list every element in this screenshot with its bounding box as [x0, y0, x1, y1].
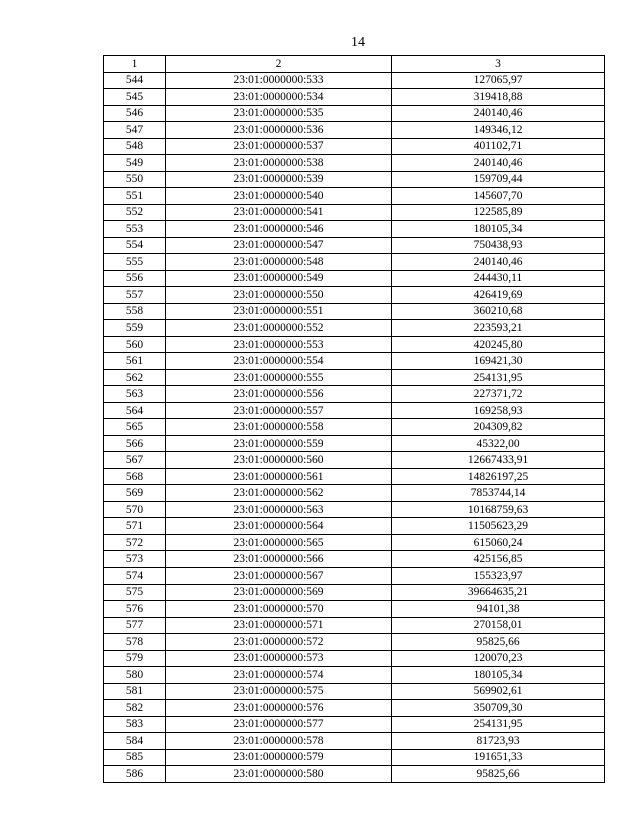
value-cell: 204309,82: [392, 419, 605, 436]
cadastral-number-cell: 23:01:0000000:561: [166, 468, 392, 485]
row-number-cell: 574: [104, 567, 166, 584]
table-row: [104, 468, 605, 485]
table-row: [104, 171, 605, 188]
row-number-cell: 558: [104, 303, 166, 320]
row-number-cell: 577: [104, 617, 166, 634]
cadastral-number-cell: 23:01:0000000:580: [166, 766, 392, 783]
value-cell: 81723,93: [392, 733, 605, 750]
cadastral-number-cell: 23:01:0000000:547: [166, 237, 392, 254]
value-cell: 127065,97: [392, 72, 605, 89]
cadastral-number-cell: 23:01:0000000:564: [166, 518, 392, 535]
table-row: [104, 419, 605, 436]
value-cell: 240140,46: [392, 155, 605, 172]
table-row: [104, 733, 605, 750]
row-number-cell: 583: [104, 716, 166, 733]
cadastral-number-cell: 23:01:0000000:537: [166, 138, 392, 155]
row-number-cell: 560: [104, 336, 166, 353]
row-number-cell: 582: [104, 700, 166, 717]
column-header-2: 2: [166, 56, 392, 73]
table-row: [104, 254, 605, 271]
cadastral-number-cell: 23:01:0000000:563: [166, 501, 392, 518]
table-row: [104, 584, 605, 601]
row-number-cell: 567: [104, 452, 166, 469]
cadastral-number-cell: 23:01:0000000:558: [166, 419, 392, 436]
row-number-cell: 565: [104, 419, 166, 436]
table-row: [104, 667, 605, 684]
cadastral-number-cell: 23:01:0000000:565: [166, 534, 392, 551]
cadastral-number-cell: 23:01:0000000:548: [166, 254, 392, 271]
row-number-cell: 546: [104, 105, 166, 122]
cadastral-number-cell: 23:01:0000000:567: [166, 567, 392, 584]
value-cell: 10168759,63: [392, 501, 605, 518]
table-body: [104, 72, 605, 782]
row-number-cell: 585: [104, 749, 166, 766]
value-cell: 240140,46: [392, 105, 605, 122]
row-number-cell: 580: [104, 667, 166, 684]
table-row: [104, 634, 605, 651]
value-cell: 45322,00: [392, 435, 605, 452]
row-number-cell: 579: [104, 650, 166, 667]
value-cell: 244430,11: [392, 270, 605, 287]
value-cell: 180105,34: [392, 221, 605, 238]
row-number-cell: 547: [104, 122, 166, 139]
cadastral-number-cell: 23:01:0000000:541: [166, 204, 392, 221]
value-cell: 120070,23: [392, 650, 605, 667]
value-cell: 254131,95: [392, 716, 605, 733]
table-row: [104, 237, 605, 254]
cadastral-number-cell: 23:01:0000000:533: [166, 72, 392, 89]
row-number-cell: 553: [104, 221, 166, 238]
cadastral-number-cell: 23:01:0000000:560: [166, 452, 392, 469]
value-cell: 360210,68: [392, 303, 605, 320]
cadastral-number-cell: 23:01:0000000:552: [166, 320, 392, 337]
table-row: [104, 320, 605, 337]
value-cell: 319418,88: [392, 89, 605, 106]
row-number-cell: 548: [104, 138, 166, 155]
cadastral-number-cell: 23:01:0000000:569: [166, 584, 392, 601]
row-number-cell: 555: [104, 254, 166, 271]
value-cell: 159709,44: [392, 171, 605, 188]
cadastral-number-cell: 23:01:0000000:546: [166, 221, 392, 238]
table-row: [104, 435, 605, 452]
value-cell: 615060,24: [392, 534, 605, 551]
table-row: [104, 485, 605, 502]
table-row: [104, 766, 605, 783]
value-cell: 270158,01: [392, 617, 605, 634]
cadastral-number-cell: 23:01:0000000:573: [166, 650, 392, 667]
value-cell: 254131,95: [392, 369, 605, 386]
cadastral-number-cell: 23:01:0000000:535: [166, 105, 392, 122]
value-cell: 122585,89: [392, 204, 605, 221]
table-row: [104, 204, 605, 221]
value-cell: 14826197,25: [392, 468, 605, 485]
table-row: [104, 700, 605, 717]
cadastral-number-cell: 23:01:0000000:554: [166, 353, 392, 370]
cadastral-number-cell: 23:01:0000000:566: [166, 551, 392, 568]
table-row: [104, 534, 605, 551]
value-cell: 11505623,29: [392, 518, 605, 535]
cadastral-number-cell: 23:01:0000000:534: [166, 89, 392, 106]
table-row: [104, 122, 605, 139]
row-number-cell: 544: [104, 72, 166, 89]
table-row: [104, 221, 605, 238]
row-number-cell: 552: [104, 204, 166, 221]
table-row: [104, 155, 605, 172]
table-row: [104, 270, 605, 287]
cadastral-number-cell: 23:01:0000000:536: [166, 122, 392, 139]
row-number-cell: 551: [104, 188, 166, 205]
value-cell: 145607,70: [392, 188, 605, 205]
row-number-cell: 568: [104, 468, 166, 485]
value-cell: 169421,30: [392, 353, 605, 370]
cadastral-number-cell: 23:01:0000000:579: [166, 749, 392, 766]
value-cell: 750438,93: [392, 237, 605, 254]
row-number-cell: 557: [104, 287, 166, 304]
cadastral-number-cell: 23:01:0000000:557: [166, 402, 392, 419]
table-row: [104, 287, 605, 304]
row-number-cell: 572: [104, 534, 166, 551]
row-number-cell: 571: [104, 518, 166, 535]
table-row: [104, 138, 605, 155]
table-row: [104, 551, 605, 568]
page-number: 14: [351, 35, 365, 50]
table-row: [104, 452, 605, 469]
table-row: [104, 402, 605, 419]
cadastral-number-cell: 23:01:0000000:556: [166, 386, 392, 403]
value-cell: 180105,34: [392, 667, 605, 684]
row-number-cell: 561: [104, 353, 166, 370]
row-number-cell: 573: [104, 551, 166, 568]
table-header-row: [104, 56, 605, 73]
cadastral-number-cell: 23:01:0000000:539: [166, 171, 392, 188]
cadastral-number-cell: 23:01:0000000:551: [166, 303, 392, 320]
table-row: [104, 336, 605, 353]
value-cell: 426419,69: [392, 287, 605, 304]
cadastral-number-cell: 23:01:0000000:576: [166, 700, 392, 717]
table-row: [104, 716, 605, 733]
table-row: [104, 601, 605, 618]
row-number-cell: 569: [104, 485, 166, 502]
cadastral-number-cell: 23:01:0000000:553: [166, 336, 392, 353]
value-cell: 12667433,91: [392, 452, 605, 469]
row-number-cell: 564: [104, 402, 166, 419]
table-row: [104, 683, 605, 700]
row-number-cell: 584: [104, 733, 166, 750]
cadastral-number-cell: 23:01:0000000:538: [166, 155, 392, 172]
table-row: [104, 89, 605, 106]
column-header-3: 3: [392, 56, 605, 73]
cadastral-number-cell: 23:01:0000000:549: [166, 270, 392, 287]
row-number-cell: 559: [104, 320, 166, 337]
value-cell: 401102,71: [392, 138, 605, 155]
value-cell: 420245,80: [392, 336, 605, 353]
table-row: [104, 567, 605, 584]
value-cell: 95825,66: [392, 766, 605, 783]
value-cell: 95825,66: [392, 634, 605, 651]
row-number-cell: 550: [104, 171, 166, 188]
table-row: [104, 369, 605, 386]
cadastral-number-cell: 23:01:0000000:572: [166, 634, 392, 651]
table-row: [104, 353, 605, 370]
cadastral-number-cell: 23:01:0000000:562: [166, 485, 392, 502]
row-number-cell: 575: [104, 584, 166, 601]
cadastral-number-cell: 23:01:0000000:571: [166, 617, 392, 634]
cadastral-number-cell: 23:01:0000000:540: [166, 188, 392, 205]
value-cell: 425156,85: [392, 551, 605, 568]
cadastral-number-cell: 23:01:0000000:550: [166, 287, 392, 304]
row-number-cell: 566: [104, 435, 166, 452]
row-number-cell: 578: [104, 634, 166, 651]
value-cell: 227371,72: [392, 386, 605, 403]
cadastral-number-cell: 23:01:0000000:570: [166, 601, 392, 618]
table-row: [104, 105, 605, 122]
value-cell: 7853744,14: [392, 485, 605, 502]
table-row: [104, 303, 605, 320]
cadastral-number-cell: 23:01:0000000:559: [166, 435, 392, 452]
table-row: [104, 386, 605, 403]
row-number-cell: 586: [104, 766, 166, 783]
cadastral-number-cell: 23:01:0000000:578: [166, 733, 392, 750]
row-number-cell: 563: [104, 386, 166, 403]
row-number-cell: 549: [104, 155, 166, 172]
cadastral-number-cell: 23:01:0000000:574: [166, 667, 392, 684]
column-header-1: 1: [104, 56, 166, 73]
value-cell: 149346,12: [392, 122, 605, 139]
cadastral-number-cell: 23:01:0000000:575: [166, 683, 392, 700]
value-cell: 155323,97: [392, 567, 605, 584]
row-number-cell: 556: [104, 270, 166, 287]
row-number-cell: 581: [104, 683, 166, 700]
row-number-cell: 554: [104, 237, 166, 254]
value-cell: 191651,33: [392, 749, 605, 766]
table-row: [104, 650, 605, 667]
cadastral-number-cell: 23:01:0000000:577: [166, 716, 392, 733]
table-row: [104, 518, 605, 535]
table-row: [104, 72, 605, 89]
table-row: [104, 501, 605, 518]
data-table: [103, 55, 605, 783]
table-row: [104, 617, 605, 634]
value-cell: 39664635,21: [392, 584, 605, 601]
value-cell: 223593,21: [392, 320, 605, 337]
table-row: [104, 749, 605, 766]
value-cell: 350709,30: [392, 700, 605, 717]
value-cell: 169258,93: [392, 402, 605, 419]
row-number-cell: 570: [104, 501, 166, 518]
row-number-cell: 545: [104, 89, 166, 106]
row-number-cell: 562: [104, 369, 166, 386]
value-cell: 240140,46: [392, 254, 605, 271]
value-cell: 94101,38: [392, 601, 605, 618]
value-cell: 569902,61: [392, 683, 605, 700]
table-row: [104, 188, 605, 205]
row-number-cell: 576: [104, 601, 166, 618]
cadastral-number-cell: 23:01:0000000:555: [166, 369, 392, 386]
